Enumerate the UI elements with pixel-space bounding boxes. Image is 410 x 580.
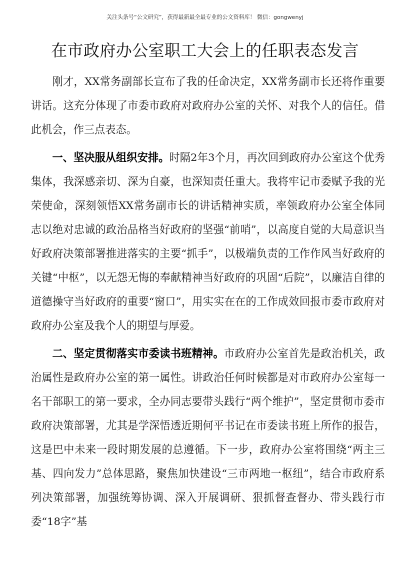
document-title: 在市政府办公室职工大会上的任职表态发言	[51, 41, 359, 60]
paragraph-text: 时隔2年3个月，再次回到政府办公室这个优秀集体，我深感亲切、深为自豪，也深知责任重大。我将牢记市委赋予我的光荣使命，深刻领悟XX常务副市长的讲话精神实质，率领政府办公室全体同志以绝对忠诚的政治品格当好政府的坚强“前哨”，以高度自觉的大局意识当好政府决策部署推进落实的主要“抓手”，以极端负责的工作作风当好政府的关键“中枢”，以无怨无悔的奉献精神当好政府的巩固“后院”，以廉洁自律的道德操守当好政府的重要“窗口”，用实实在在的工作成效回报市委市政府对政府办公室及我个人的期望与厚爱。	[31, 152, 386, 332]
paragraph-text: 刚才，XX常务副部长宣布了我的任命决定，XX常务副市长还将作重要讲话。这充分体现了市委市政府对政府办公室的关怀、对我个人的信任。借此机会，作三点表态。	[31, 76, 385, 136]
paragraph-point-one	[31, 146, 385, 338]
paragraph-heading: 二、坚定贯彻落实市委读书班精神。	[52, 348, 225, 360]
paragraph-point-two	[31, 342, 385, 534]
header-note: 关注头条号“公文研究”，获得最新最全最专业的公文资料库！ 微信：gongwenyj	[106, 15, 304, 21]
paragraph-heading: 一、坚决服从组织安排。	[52, 152, 170, 164]
document-body	[31, 70, 385, 538]
paragraph-intro	[31, 70, 385, 142]
paragraph-text: 市政府办公室首先是政治机关，政治属性是政府办公室的第一属性。讲政治任何时候都是对市政府办公室每一名干部职工的第一要求，全办同志要带头践行“两个维护”，坚定贯彻市委市政府决策部署，尤其是学深悟透近期何平书记在市委读书班上所作的报告，这是巴中未来一段时期发展的总遵循。下一步，政府办公室将围绕“两主三基、四向发力”总体思路，聚焦加快建设“三市两地一枢纽”，结合市政府系列决策部署，加强统筹协调、深入开展调研、狠抓督查督办、带头践行市委“18字”基	[31, 348, 386, 528]
